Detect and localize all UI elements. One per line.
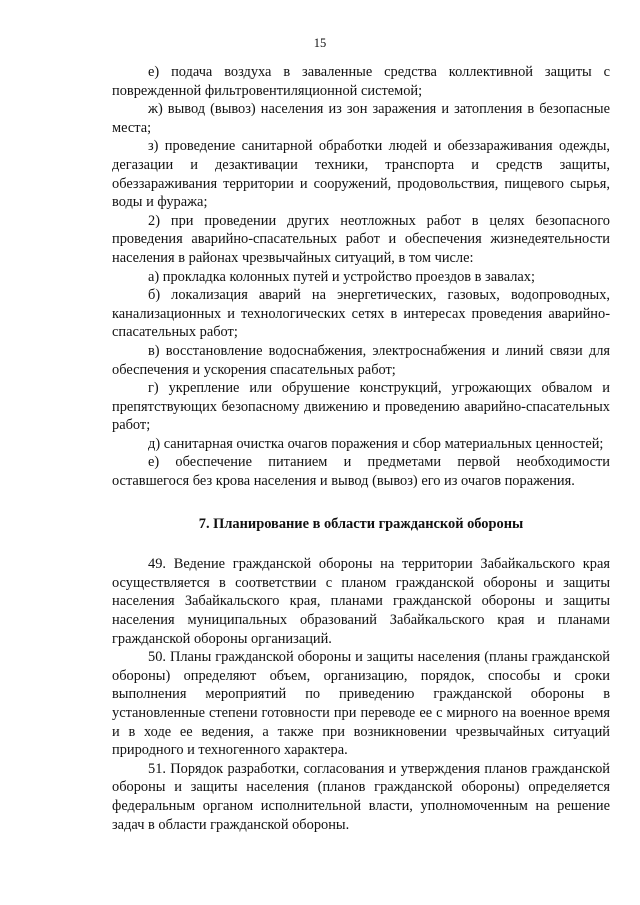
page-number: 15 <box>313 36 327 50</box>
list-item-e-food-supply: е) обеспечение питанием и предметами первой необходимости оставшегося без крова населения и вывод (вывоз) его из очагов поражения. <box>112 454 610 490</box>
list-item-2-other-urgent-works: 2) при проведении других неотложных работ в целях безопасного проведения аварийно-спасательных работ и обеспечения жизнедеятельности населения в районах чрезвычайных ситуаций, в том числе: <box>112 212 610 266</box>
list-item-a-column-routes: а) прокладка колонных путей и устройство проездов в завалах; <box>148 268 536 285</box>
list-item-e-air-supply: е) подача воздуха в заваленные средства коллективной защиты с поврежденной фильтровентиляционной системой; <box>112 64 610 99</box>
list-item-g-structures: г) укрепление или обрушение конструкций, угрожающих обвалом и препятствующих безопасному движению и проведению аварийно-спасательных работ; <box>112 380 610 434</box>
list-item-d-sanitary-cleaning: д) санитарная очистка очагов поражения и сбор материальных ценностей; <box>148 435 604 452</box>
list-item-zh-evacuation: ж) вывод (вывоз) населения из зон заражения и затопления в безопасные места; <box>112 101 610 136</box>
paragraph-50: 50. Планы гражданской обороны и защиты населения (планы гражданской обороны) определяют объем, организацию, порядок, способы и сроки выполнения мероприятий по приведению гражданской обороны в установленные степени готовности при переводе ее с мирного на военное время и в ходе ее ведения, а также при возникновении чрезвычайных ситуаций природного и техногенного характера. <box>112 649 610 759</box>
paragraph-51: 51. Порядок разработки, согласования и утверждения планов гражданской обороны и защиты населения (планов гражданской обороны) определяется федеральным органом исполнительной власти, уполномоченным на решение задач в области гражданской обороны. <box>112 760 610 833</box>
paragraph-49: 49. Ведение гражданской обороны на территории Забайкальского края осуществляется в соответствии с планом гражданской обороны и защиты населения Забайкальского края, планами гражданской обороны и защиты населения муниципальных образований Забайкальского края и планами гражданской обороны организаций. <box>112 556 610 647</box>
document-body <box>112 63 610 834</box>
list-item-b-accident-localization: б) локализация аварий на энергетических, газовых, водопроводных, канализационных и технологических сетях в интересах проведения аварийно-спасательных работ; <box>112 287 610 341</box>
list-item-z-sanitation: з) проведение санитарной обработки людей и обеззараживания одежды, дегазации и дезактивации техники, транспорта и средств защиты, обеззараживания территории и сооружений, продовольствия, пищевого сырья, воды и фуража; <box>112 138 610 211</box>
list-item-v-restoration: в) восстановление водоснабжения, электроснабжения и линий связи для обеспечения и ускорения спасательных работ; <box>112 342 610 378</box>
section-heading: 7. Планирование в области гражданской обороны <box>198 515 524 532</box>
